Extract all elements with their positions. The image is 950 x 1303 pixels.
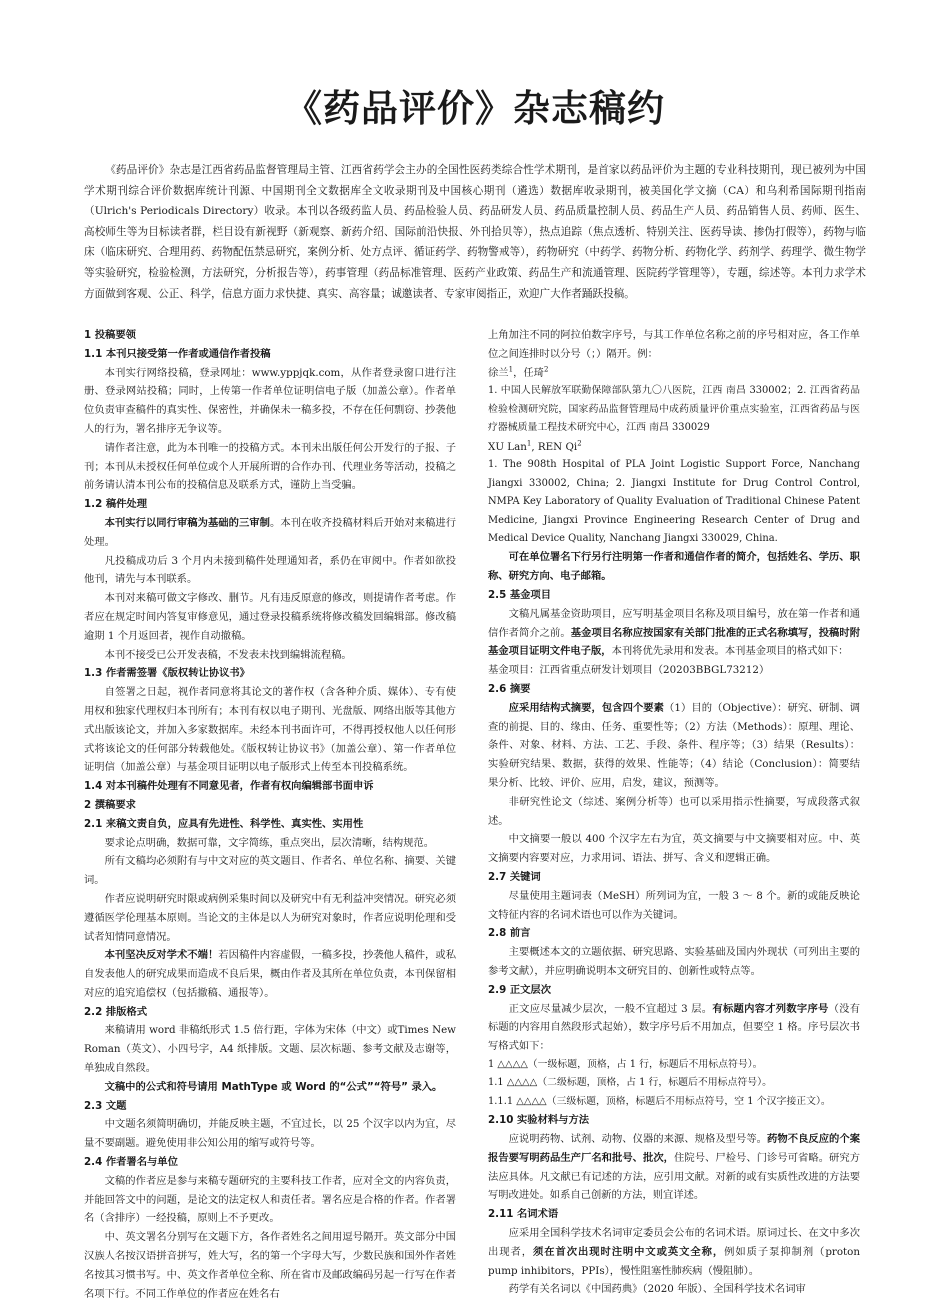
section-heading: 2 撰稿要求 — [84, 798, 136, 811]
subsection-heading: 2.6 摘要 — [488, 683, 531, 696]
paragraph — [488, 1224, 860, 1280]
subsection-heading: 1.3 作者需签署《版权转让协议书》 — [84, 667, 250, 680]
paragraph: 本刊实行网络投稿，登录网址：www.yppjqk.com，从作者登录窗口进行注册、登录网站投稿；同时，上传第一作者单位证明信电子版（加盖公章）。作者单位负责审查稿件的真实性、保密性，并确保未一稿多投，不存在任何剽窃、抄袭他人的行为，署名排序无争议等。 — [84, 366, 456, 435]
paragraph: 中文题名须简明确切，并能反映主题，不宜过长，以 25 个汉字以内为宜，尽量不要副题。避免使用非公知公用的缩写或符号等。 — [84, 1118, 456, 1150]
superscript: 2 — [577, 439, 582, 448]
paragraph — [488, 1000, 860, 1056]
bold-text: 有标题内容才列数字序号 — [712, 1002, 829, 1015]
page-title: 《药品评价》杂志稿约 — [285, 87, 665, 130]
text: , REN Qi — [531, 440, 578, 453]
subsection-heading: 1.4 对本刊稿件处理有不同意见者，作者有权向编辑部书面申诉 — [84, 780, 374, 793]
subsection-heading: 2.2 排版格式 — [84, 1005, 148, 1018]
paragraph: 非研究性论文（综述、案例分析等）也可以采用指示性摘要，写成段落式叙述。 — [488, 795, 860, 827]
subsection-heading: 2.8 前言 — [488, 927, 531, 940]
paragraph — [488, 699, 860, 793]
right-column — [488, 326, 860, 1299]
example-authors-en — [488, 438, 860, 457]
text: 例如质子泵抑制剂（proton pump inhibitors，PPIs），慢性阻塞性肺疾病（慢阻肺）。 — [488, 1245, 861, 1277]
paragraph: 基金项目：江西省重点研发计划项目（20203BBGL73212） — [488, 664, 770, 677]
text: 应说明药物、试剂、动物、仪器的来源、规格及型号等。 — [508, 1132, 768, 1145]
subsection-heading: 2.11 名词术语 — [488, 1208, 559, 1221]
paragraph-bold: 可在单位署名下行另行注明第一作者和通信作者的简介，包括姓名、学历、职称、研究方向、电子邮箱。 — [488, 551, 860, 583]
subsection-heading: 2.4 作者署名与单位 — [84, 1156, 178, 1169]
subsection-heading: 2.1 来稿文责自负，应具有先进性、科学性、真实性、实用性 — [84, 817, 364, 830]
subsection-heading: 1.1 本刊只接受第一作者或通信作者投稿 — [84, 347, 271, 360]
paragraph: 请作者注意，此为本刊唯一的投稿方式。本刊未出版任何公开发行的子报、子刊；本刊从未授权任何单位或个人开展所谓的合作办刊、代理业务等活动，投稿之前务请认清本刊公布的投稿信息及联系方式，谨防上当受骗。 — [84, 441, 456, 492]
left-column — [84, 326, 456, 1303]
superscript: 1 — [508, 365, 514, 374]
paragraph: 作者应说明研究时限或病例采集时间以及研究中有无利益冲突情况。研究必须遵循医学伦理基本原则。当论文的主体是以人为研究对象时，作者应说明伦理和受试者知情同意情况。 — [84, 892, 456, 943]
superscript: 1 — [526, 439, 532, 448]
paragraph: 文稿的作者应是参与来稿专题研究的主要科技工作者，应对全文的内容负责，并能回答文中的问题，是论文的法定权人和责任者。署名应是合格的作者。作者署名（含排序）一经投稿，原则上不予更改。 — [84, 1174, 456, 1225]
text: 正文应尽量减少层次，一般不宜超过 3 层。 — [508, 1002, 713, 1015]
subsection-heading: 2.7 关键词 — [488, 870, 541, 883]
paragraph: 本刊不接受已公开发表稿，不发表未找到编辑流程稿。 — [104, 648, 352, 661]
heading-format-level-1: 1 △△△△（一级标题，顶格，占 1 行，标题后不用标点符号）。 — [488, 1058, 763, 1070]
subsection-heading: 2.3 文题 — [84, 1099, 127, 1112]
paragraph: 药学有关名词以《中国药典》（2020 年版）、全国科学技术名词审 — [508, 1283, 806, 1296]
paragraph — [84, 946, 456, 1002]
paragraph: 凡投稿成功后 3 个月内未接到稿件处理通知者，系仍在审阅中。作者如欲投他刊，请先与本刊联系。 — [84, 554, 456, 586]
bold-text: 基金项目名称应按国家有关部门批准的正式名称填写，投稿时附基金项目证明文件电子版， — [488, 626, 861, 658]
text: 住院号、尸检号、门诊号可省略。研究方法应具体。凡文献已有记述的方法，应引用文献。对新的或有实质性改进的方法要写明改进处。如系自己创新的方法，则宜详述。 — [488, 1151, 861, 1202]
example-affiliation-en: 1. The 908th Hospital of PLA Joint Logistic Support Force, Nanchang Jiangxi 330002, China; 2. Jiangxi Institute for Drug Control Control, NMPA Key Laboratory of Quality Evaluation of Traditional Chinese Patent Medicine, Jiangxi Province Engineering Research Center of Drug and Medical Device Quality, Nanchang Jiangxi 330029, China. — [488, 459, 860, 545]
subsection-heading: 2.5 基金项目 — [488, 589, 552, 602]
paragraph-bold: 文稿中的公式和符号请用 MathType 或 Word 的“公式”“符号” 录入。 — [104, 1080, 443, 1093]
example-authors-cn — [488, 364, 860, 383]
paragraph: 中、英文署名分别写在文题下方，各作者姓名之间用逗号隔开。英文部分中国汉族人名按汉语拼音拼写，姓大写，名的第一个字母大写，少数民族和国外作者姓名按其习惯书写。中、英文作者单位全称、所在省市及邮政编码另起一行写在作者名项下行。不同工作单位的作者应在姓名右 — [84, 1231, 456, 1300]
paragraph — [488, 605, 860, 661]
text: （没有标题的内容用自然段形式起始），数字序号后不用加点，但要空 1 格。序号层次书写格式如下： — [488, 1002, 861, 1053]
text: 。本刊在收齐投稿材料后开始对来稿进行处理。 — [84, 516, 457, 548]
paragraph: 上角加注不同的阿拉伯数字序号，与其工作单位名称之前的序号相对应，各工作单位之间连排时以分号（；）隔开。例： — [488, 329, 860, 360]
superscript: 2 — [543, 365, 549, 374]
text: ，任琦 — [513, 366, 544, 379]
paragraph: 主要概述本文的立题依据、研究思路、实验基础及国内外现状（可列出主要的参考文献），并应明确说明本文研究目的、创新性或特点等。 — [488, 946, 860, 977]
bold-text: 须在首次出现时注明中文或英文全称， — [532, 1245, 725, 1258]
paragraph: 来稿请用 word 非稿纸形式 1.5 倍行距，字体为宋体（中文）或Times New Roman（英文）、小四号字，A4 纸排版。文题、层次标题、参考文献及志谢等，单独成自然段。 — [84, 1024, 456, 1075]
paragraph: 中文摘要一般以 400 个汉字左右为宜，英文摘要与中文摘要相对应。中、英文摘要内容要对应，力求用词、语法、拼写、含义和逻辑正确。 — [488, 833, 860, 865]
paragraph — [488, 1130, 860, 1205]
example-affiliation-cn: 1. 中国人民解放军联勤保障部队第九〇八医院，江西 南昌 330002；2. 江西省药品检验检测研究院，国家药品监督管理局中成药质量评价重点实验室，江西省药品与医疗器械质量工程技术研究中心，江西 南昌 330029 — [488, 385, 860, 434]
bold-text: 本刊坚决反对学术不端！ — [104, 949, 219, 962]
bold-text: 应采用结构式摘要，包含四个要素 — [508, 701, 665, 714]
text: 若因稿件内容虚假，一稿多投，抄袭他人稿件，或私自发表他人的研究成果而造成不良后果，概由作者及其所在单位负责，本刊保留相对应的追究追偿权（包括撤稿、通报等）。 — [84, 949, 456, 999]
bold-text: 本刊实行以同行审稿为基础的三审制 — [104, 516, 270, 529]
paragraph — [84, 514, 456, 552]
text: 文稿凡属基金资助项目，应写明基金项目名称及项目编号，放在第一作者和通信作者简介之前。 — [488, 607, 860, 639]
text: 本刊将优先录用和发表。本刊基金项目的格式如下： — [611, 645, 849, 658]
paragraph: 尽量使用主题词表（MeSH）所列词为宜，一般 3 ～ 8 个。新的或能反映论文特征内容的名词术语也可以作为关键词。 — [488, 889, 860, 921]
subsection-heading: 2.10 实验材料与方法 — [488, 1114, 590, 1127]
subsection-heading: 2.9 正文层次 — [488, 983, 552, 996]
paragraph: 本刊对来稿可做文字修改、删节。凡有违反原意的修改，则提请作者考虑。作者应在规定时间内答复审修意见，通过登录投稿系统将修改稿发回编辑部。修改稿逾期 1 个月返回者，视作自动撤稿。 — [84, 592, 456, 642]
paragraph: 要求论点明确，数据可靠，文字简练，重点突出，层次清晰，结构规范。 — [104, 836, 435, 849]
heading-format-level-2: 1.1 △△△△（二级标题，顶格，占 1 行，标题后不用标点符号）。 — [488, 1077, 772, 1089]
intro-paragraph: 《药品评价》杂志是江西省药品监督管理局主管、江西省药学会主办的全国性医药类综合性学术期刊，是首家以药品评价为主题的专业科技期刊，现已被列为中国学术期刊综合评价数据库统计刊源、中国期刊全文数据库全文收录期刊及中国核心期刊（遴选）数据库收录期刊，被美国化学文摘（CA）和乌利希国际期刊指南（Ulrich's Periodicals Directory）收录。本刊以各级药监人员、药品检验人员、药品研发人员、药品质量控制人员、药品生产人员、药品销售人员、药师、医生、高校师生等为目标读者群，栏目设有新视野（新观察、新药介绍、国际前沿快报、外刊拾贝等），热点追踪（焦点透析、特别关注、医药导读、掺伪打假等），药物与临床（临床研究、合理用药、药物配伍禁忌研究，案例分析、处方点评、循证药学、药物警戒等），药物研究（中药学、药物分析、药物化学、药剂学、药理学、微生物学等实验研究，检验检测，方法研究，分析报告等），药事管理（药品标准管理、医药产业政策、药品生产和流通管理、医院药学管理等），专题，综述等。本刊力求学术方面做到客观、公正、科学，信息方面力求快捷、真实、高容量；诚邀读者、专家审阅指正，欢迎广大作者踊跃投稿。 — [84, 164, 866, 300]
text: 徐兰 — [488, 366, 509, 379]
heading-format-level-3: 1.1.1 △△△△（三级标题，顶格，标题后不用标点符号，空 1 个汉字接正文）。 — [488, 1095, 831, 1107]
text: （1）目的（Objective）：研究、研制、调查的前提、目的、缘由、任务、重要性等；（2）方法（Methods）：原理、理论、条件、对象、材料、方法、工艺、手段、条件、程序等；（3）结果（Results）：实验研究结果、数据，获得的效果、性能等；（4）结论（Conclusion）：简要结果分析、比较、评价、应用，启发，建议，预测等。 — [488, 701, 860, 789]
section-heading: 1 投稿要领 — [84, 329, 136, 341]
bold-text: 药物不良反应的个案报告要写明药品生产厂名和批号、批次， — [488, 1132, 861, 1164]
text: XU Lan — [488, 440, 527, 453]
paragraph: 自签署之日起，视作者同意将其论文的著作权（含各种介质、媒体）、专有使用权和独家代理权归本刊所有；本刊有权以电子期刊、光盘版、网络出版等其他方式出版该论文，并加入多家数据库。未经本刊书面许可，不得再授权他人以任何形式将该论文的任何部分转载他处。《版权转让协议书》（加盖公章）、第一作者单位证明信（加盖公章）与基金项目证明以电子版形式上传至本刊投稿系统。 — [84, 686, 456, 774]
subsection-heading: 1.2 稿件处理 — [84, 498, 148, 511]
paragraph: 所有文稿均必须附有与中文对应的英文题目、作者名、单位名称、摘要、关键词。 — [84, 855, 456, 887]
text: 应采用全国科学技术名词审定委员会公布的名词术语。原词过长、在文中多次出现者， — [488, 1226, 860, 1258]
